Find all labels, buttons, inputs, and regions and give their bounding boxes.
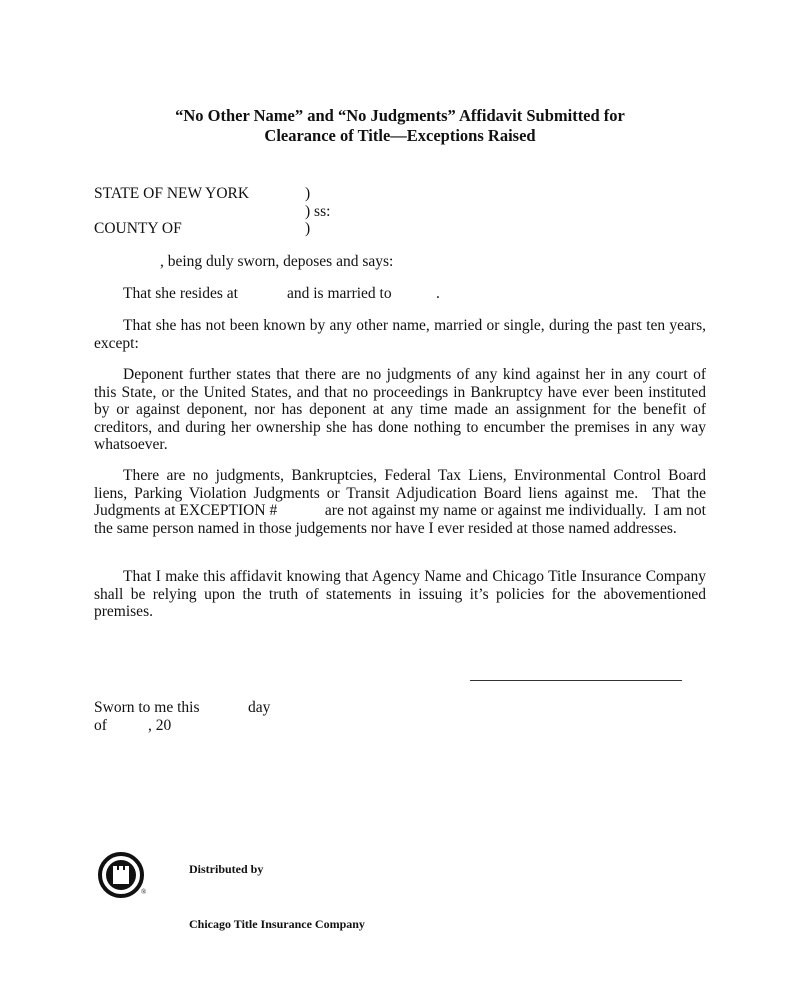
other-name-paragraph: That she has not been known by any other name, married or single, during the past ten years, except: xyxy=(94,317,706,352)
venue-paren-1: ) xyxy=(305,185,311,202)
reliance-paragraph: That I make this affidavit knowing that Agency Name and Chicago Title Insurance Company shall be relying upon the truth of statements in issuing it’s policies for the abovementioned premises. xyxy=(94,568,706,621)
resides-text: That she resides at xyxy=(123,285,238,302)
county-label: COUNTY OF xyxy=(94,220,182,237)
residence-period: . xyxy=(436,285,440,302)
liens-paragraph: There are no judgments, Bankruptcies, Federal Tax Liens, Environmental Control Board liens, Parking Violation Judgments or Transit Adjudication Board liens against me. That the Judgments at EXCEPTION # are not against my name or against me individually. I am not the same person named in those judgements nor have I ever resided at those named addresses. xyxy=(94,467,710,537)
state-label: STATE OF NEW YORK xyxy=(94,185,250,202)
title-line-1: “No Other Name” and “No Judgments” Affidavit Submitted for xyxy=(175,106,625,125)
company-name: Chicago Title Insurance Company xyxy=(189,917,365,931)
signature-line xyxy=(470,680,682,681)
registered-mark: ® xyxy=(141,888,147,896)
chicago-title-logo-icon xyxy=(98,852,147,898)
venue-ss: ) ss: xyxy=(305,203,331,220)
venue-paren-2: ) xyxy=(305,220,311,237)
married-text: and is married to xyxy=(287,285,392,302)
judgments-paragraph: Deponent further states that there are no judgments of any kind against her in any court of this State, or the United States, and that no proceedings in Bankruptcy have ever been instituted by or against deponent, nor has deponent at any time made an assignment for the benefit of creditors, and during her ownership she has done nothing to encumber the premises in any way whatsoever. xyxy=(94,366,706,454)
title-line-2: Clearance of Title—Exceptions Raised xyxy=(264,126,536,145)
sworn-intro: , being duly sworn, deposes and says: xyxy=(160,253,394,270)
distributed-by-label: Distributed by xyxy=(189,862,264,876)
jurat-of: of xyxy=(94,717,107,734)
jurat-sworn: Sworn to me this xyxy=(94,699,200,716)
jurat-year: , 20 xyxy=(148,717,172,734)
jurat-day: day xyxy=(248,699,271,716)
